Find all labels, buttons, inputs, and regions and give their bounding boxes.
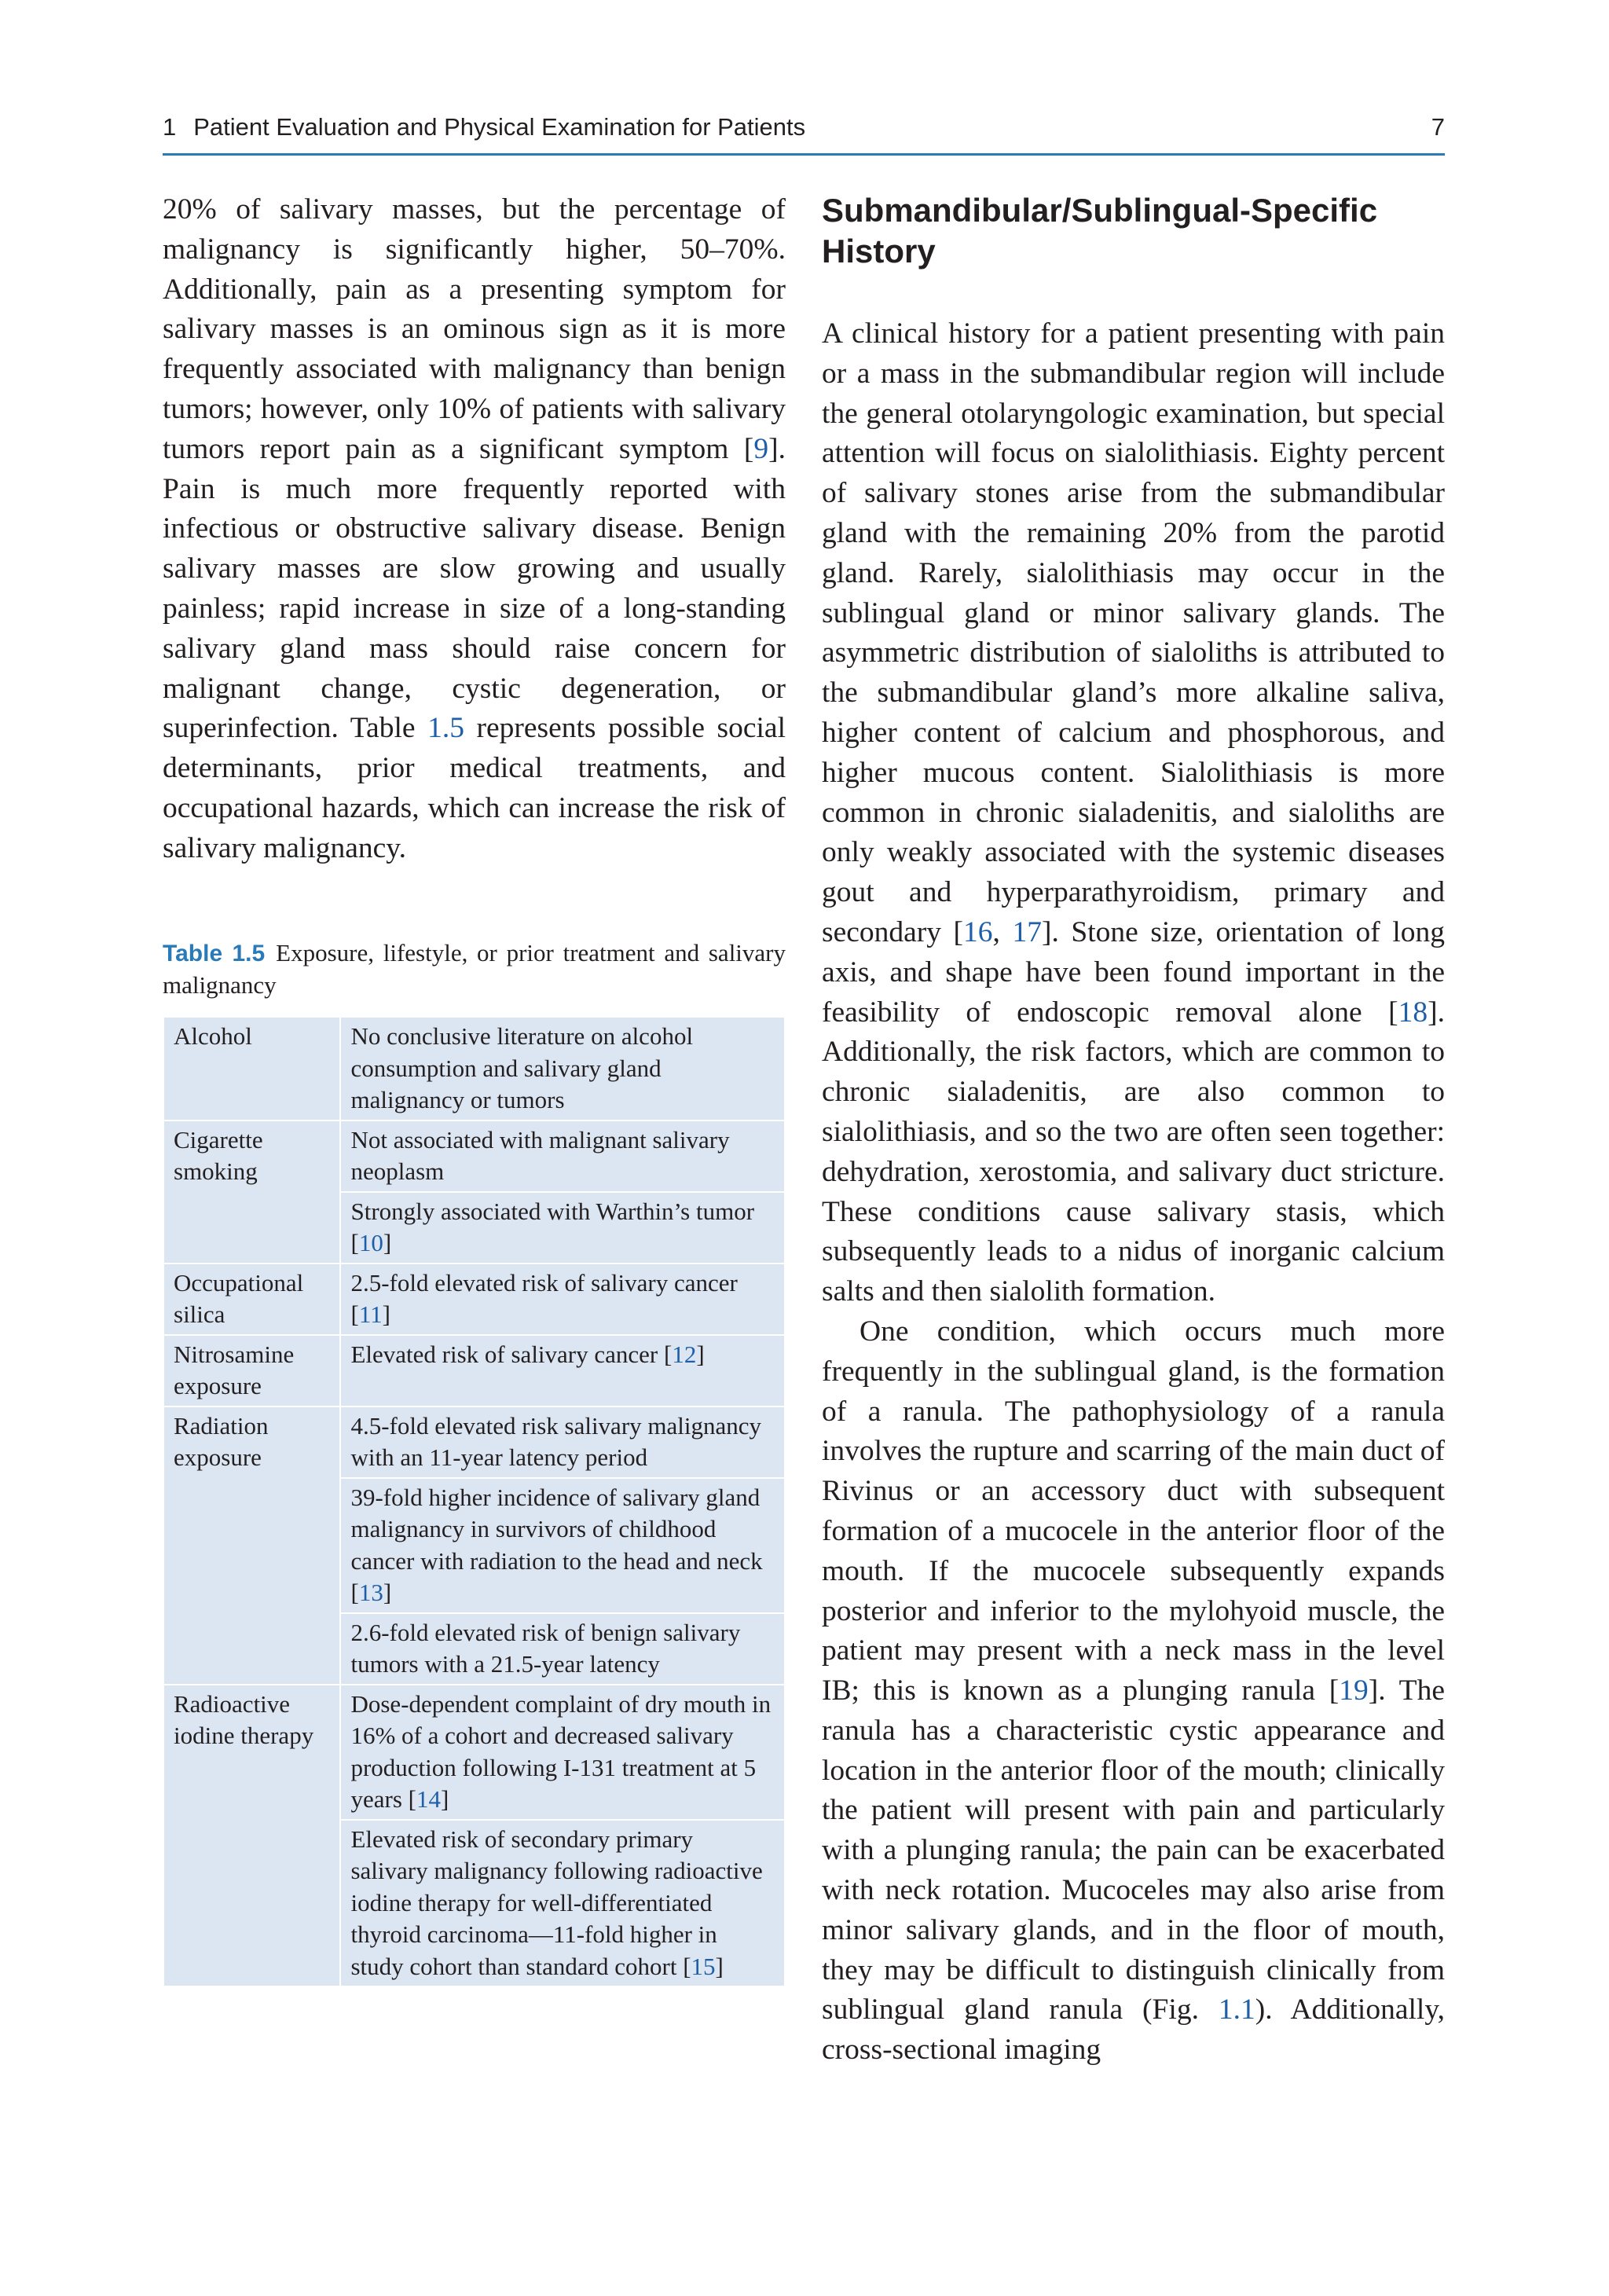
section-heading: Submandibular/Sublingual-Specific History [822, 192, 1378, 270]
text-span: ]. Pain is much more frequently reported with infectious or obstructive salivary disease. Benign salivary masses are slow growing and usually painless; rapid increase in size of a long-standing salivary gland mass should raise concern for malignant change, cystic degeneration, or superinfection. Table [163, 432, 786, 745]
text-span: represents possible social determinants, prior medical treatments, and occupational hazards, which can increase the risk of salivary malignancy. [163, 712, 786, 864]
table-row [163, 1264, 785, 1335]
reference-link[interactable]: 11 [358, 1300, 383, 1328]
body-paragraph [163, 190, 786, 869]
finding-cell [340, 1264, 785, 1335]
text-span: , [992, 915, 1013, 948]
table-reference-link[interactable]: 1.5 [427, 712, 464, 745]
finding-cell [340, 1335, 785, 1407]
risk-factor-cell: Occupational silica [163, 1264, 340, 1335]
reference-link[interactable]: 16 [963, 915, 993, 948]
table-caption [163, 937, 786, 1001]
reference-link[interactable]: 15 [691, 1952, 716, 1980]
risk-factor-cell: Alcohol [163, 1017, 340, 1120]
chapter-title [163, 113, 805, 141]
finding-text-close: ] [382, 1300, 390, 1328]
table-row [163, 1017, 785, 1120]
text-span: ]. The ranula has a characteristic cystic appearance and location in the anterior floor of the mouth; clinically the patient will present with pain and particularly with a plunging ranula; the pain can be exacerbated with neck rotation. Mucoceles may also arise from minor salivary glands, and in the floor of mouth, they may be difficult to distinguish clinically from sublingual gland ranula (Fig. [822, 1674, 1445, 2026]
reference-link[interactable]: 14 [416, 1785, 441, 1813]
chapter-title-text: Patient Evaluation and Physical Examination for Patients [193, 113, 806, 141]
body-paragraph [822, 314, 1445, 1312]
finding-text-close: ] [715, 1952, 724, 1980]
finding-text: 4.5-fold elevated risk salivary malignancy with an 11-year latency period [350, 1411, 762, 1471]
left-column [163, 190, 786, 869]
page-number: 7 [1431, 113, 1445, 141]
finding-text: Elevated risk of secondary primary salivary malignancy following radioactive iodine therapy for well-differentiated thyroid carcinoma—11-fold higher in study cohort than standard cohort [ [350, 1825, 763, 1980]
finding-cell [340, 1685, 785, 1820]
reference-link[interactable]: 18 [1398, 996, 1428, 1029]
finding-cell [340, 1613, 785, 1685]
finding-text-close: ] [383, 1229, 392, 1256]
reference-link[interactable]: 9 [753, 432, 769, 465]
table-row [163, 1335, 785, 1407]
running-header [163, 108, 1445, 156]
right-column [822, 190, 1445, 2070]
finding-text: Elevated risk of salivary cancer [ [350, 1340, 673, 1368]
finding-text: Strongly associated with Warthin’s tumor [ [350, 1197, 755, 1256]
text-span: ]. Stone size, orientation of long axis, and shape have been found important in the feasibility of endoscopic removal alone [ [822, 915, 1445, 1029]
table-row [163, 1685, 785, 1820]
body-paragraph [822, 1312, 1445, 2070]
reference-link[interactable]: 17 [1012, 915, 1042, 948]
table-row [163, 1407, 785, 1478]
risk-factor-cell: Cigarette smoking [163, 1120, 340, 1264]
text-span: ). Additionally, cross-sectional imaging [822, 1993, 1446, 2067]
finding-text: 2.6-fold elevated risk of benign salivary tumors with a 21.5-year latency [350, 1618, 741, 1678]
finding-text: Not associated with malignant salivary neoplasm [350, 1125, 730, 1185]
text-span: A clinical history for a patient presenting with pain or a mass in the submandibular region will include the general otolaryngologic examination, but special attention will focus on sialolithiasis. Eighty percent of salivary stones arise from the submandibular gland with the remaining 20% from the parotid gland. Rarely, sialolithiasis may occur in the sublingual gland or minor salivary glands. The asymmetric distribution of sialoliths is attributed to the submandibular gland’s more alkaline saliva, higher content of calcium and phosphorous, and higher mucous content. Sialolithiasis is more common in chronic sialadenitis, and sialoliths are only weakly associated with the systemic diseases gout and hyperparathyroidism, primary and secondary [ [822, 317, 1445, 948]
finding-text-close: ] [440, 1785, 449, 1813]
finding-text: 39-fold higher incidence of salivary gland malignancy in survivors of childhood cancer with radiation to the head and neck [ [350, 1483, 763, 1606]
finding-text: Dose-dependent complaint of dry mouth in 16% of a cohort and decreased salivary production following I-131 treatment at 5 years [ [350, 1689, 772, 1813]
finding-cell [340, 1192, 785, 1264]
table-label: Table 1.5 [163, 941, 266, 966]
finding-text-close: ] [383, 1579, 392, 1606]
risk-factor-cell: Radiation exposure [163, 1407, 340, 1685]
table-row [163, 1120, 785, 1192]
finding-text: No conclusive literature on alcohol consumption and salivary gland malignancy or tumors [350, 1022, 694, 1113]
finding-text: 2.5-fold elevated risk of salivary cancer [ [350, 1268, 738, 1328]
figure-reference-link[interactable]: 1.1 [1218, 1993, 1255, 2026]
finding-cell [340, 1120, 785, 1192]
exposure-risk-table [163, 1016, 786, 1987]
finding-cell [340, 1820, 785, 1987]
reference-link[interactable]: 13 [358, 1579, 383, 1606]
risk-factor-cell: Nitrosamine exposure [163, 1335, 340, 1407]
reference-link[interactable]: 19 [1339, 1674, 1369, 1707]
finding-cell [340, 1017, 785, 1120]
text-span: ]. Additionally, the risk factors, which are common to chronic sialadenitis, are also common to sialolithiasis, and so the two are often seen together: dehydration, xerostomia, and salivary duct stricture. These conditions cause salivary stasis, which subsequently leads to a nidus of inorganic calcium salts and then sialolith formation. [822, 996, 1445, 1308]
text-span: One condition, which occurs much more frequently in the sublingual gland, is the formation of a ranula. The pathophysiology of a ranula involves the rupture and scarring of the main duct of Rivinus or an accessory duct with subsequent formation of a mucocele in the anterior floor of the mouth. If the mucocele subsequently expands posterior and inferior to the mylohyoid muscle, the patient may present with a neck mass in the level IB; this is known as a plunging ranula [ [822, 1315, 1445, 1707]
reference-link[interactable]: 10 [358, 1229, 383, 1256]
table-caption-text: Exposure, lifestyle, or prior treatment and salivary malignancy [163, 939, 786, 999]
risk-factor-cell: Radioactive iodine therapy [163, 1685, 340, 1987]
finding-cell [340, 1478, 785, 1613]
reference-link[interactable]: 12 [672, 1340, 697, 1368]
text-span: 20% of salivary masses, but the percentage of malignancy is significantly higher, 50–70%. Additionally, pain as a presenting symptom for salivary masses is an ominous sign as it is more frequently associated with malignancy than benign tumors; however, only 10% of patients with salivary tumors report pain as a significant symptom [ [163, 193, 786, 465]
finding-text-close: ] [696, 1340, 705, 1368]
chapter-number: 1 [163, 113, 177, 141]
finding-cell [340, 1407, 785, 1478]
